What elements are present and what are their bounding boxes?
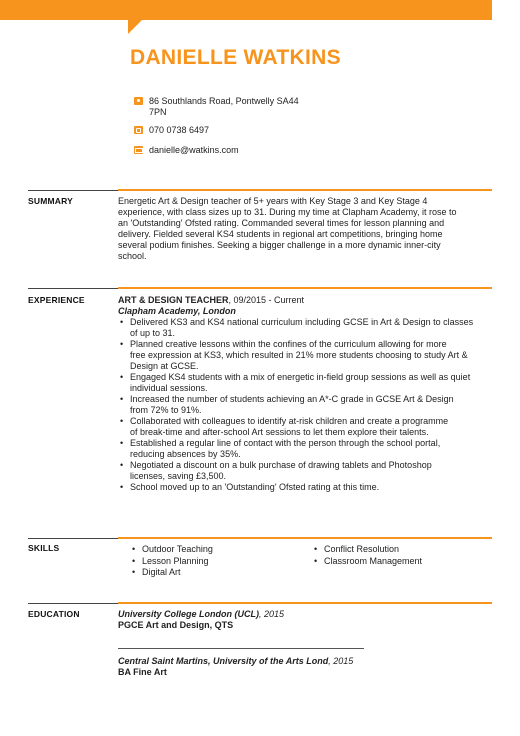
contact-address: [134, 96, 354, 120]
bullet-line: • Engaged KS4 students with a mix of energetic in-field group sessions as well as quiet: [130, 372, 471, 382]
education-separator: [118, 648, 364, 649]
bullet-line: individual sessions.: [130, 383, 208, 393]
education-divider-left: [28, 603, 118, 604]
header-accent-notch: [128, 20, 142, 34]
bullet-line: Design at GCSE.: [130, 361, 199, 371]
education-heading: EDUCATION: [28, 609, 80, 619]
list-item: [118, 460, 492, 482]
bullet-line: from 72% to 91%.: [130, 405, 202, 415]
education-entry: [118, 609, 492, 631]
email-icon: [134, 146, 143, 154]
degree: BA Fine Art: [118, 667, 167, 677]
employer: Clapham Academy, London: [118, 306, 236, 316]
email-address: danielle@watkins.com: [149, 145, 239, 155]
summary-line: several podium finishes. Seeking a bigger challenge in a more dynamic inner-city: [118, 240, 441, 250]
summary-heading: SUMMARY: [28, 196, 73, 206]
graduation-year: , 2015: [259, 609, 285, 619]
education-divider-accent: [118, 602, 492, 604]
experience-divider-accent: [118, 287, 492, 289]
skills-list-right: [312, 544, 492, 567]
summary-line: Energetic Art & Design teacher of 5+ years with Key Stage 3 and Key Stage 4: [118, 196, 428, 206]
bullet-line: of break-time and after-school Art sessions to let them explore their talents.: [130, 427, 429, 437]
summary-line: experience, with class sizes up to 31. During my time at Clapham Academy, it rose to: [118, 207, 457, 217]
skill-item: • Outdoor Teaching: [130, 544, 310, 556]
school-name: University College London (UCL): [118, 609, 260, 619]
degree: PGCE Art and Design, QTS: [118, 620, 234, 630]
phone-icon: [134, 126, 143, 134]
skills-list-left: [130, 544, 310, 579]
bullet-line: free expression at KS3, which resulted in 21% more students choosing to study Art &: [130, 350, 468, 360]
bullet-line: • Established a regular line of contact with the person through the school portal,: [130, 438, 441, 448]
graduation-year: , 2015: [328, 656, 354, 666]
job-heading: [118, 295, 492, 306]
experience-entry: [118, 295, 492, 493]
summary-text: [118, 196, 492, 262]
candidate-name: DANIELLE WATKINS: [130, 46, 341, 69]
bullet-line: licenses, saving £3,500.: [130, 471, 227, 481]
location-icon: [134, 97, 143, 105]
skills-divider-left: [28, 538, 118, 539]
job-title: ART & DESIGN TEACHER: [118, 295, 229, 305]
list-item: [118, 438, 492, 460]
job-bullet-list: [118, 317, 492, 493]
summary-line: school.: [118, 251, 147, 261]
bullet-line: • School moved up to an 'Outstanding' Ofsted rating at this time.: [130, 482, 380, 492]
list-item: [118, 394, 492, 416]
bullet-line: • Increased the number of students achieving an A*-C grade in GCSE Art & Design: [130, 394, 454, 404]
list-item: [118, 372, 492, 394]
education-entry: [118, 656, 492, 678]
education-school-line: [118, 656, 492, 667]
experience-heading: EXPERIENCE: [28, 295, 85, 305]
summary-divider-left: [28, 190, 118, 191]
list-item: [118, 416, 492, 438]
bullet-line: reducing absences by 35%.: [130, 449, 241, 459]
address-line-2: 7PN: [149, 107, 167, 117]
contact-phone: [134, 125, 354, 137]
school-name: Central Saint Martins, University of the Arts Lond: [118, 656, 329, 666]
skills-heading: SKILLS: [28, 543, 60, 553]
skill-item: • Classroom Management: [312, 556, 492, 568]
summary-line: an 'Outstanding' Ofsted rating. Commanded several times for lesson planning and: [118, 218, 445, 228]
education-school-line: [118, 609, 492, 620]
contact-email: [134, 145, 354, 157]
header-accent-bar: [0, 0, 492, 20]
bullet-line: of up to 31.: [130, 328, 176, 338]
list-item: [118, 482, 492, 493]
bullet-line: • Negotiated a discount on a bulk purchase of drawing tablets and Photoshop: [130, 460, 432, 470]
experience-divider-left: [28, 288, 118, 289]
skill-item: • Lesson Planning: [130, 556, 310, 568]
list-item: [118, 339, 492, 372]
phone-number: 070 0738 6497: [149, 125, 210, 135]
bullet-line: • Planned creative lessons within the confines of the curriculum allowing for more: [130, 339, 447, 349]
address-line-1: 86 Southlands Road, Pontwelly SA44: [149, 96, 299, 106]
skill-item: • Conflict Resolution: [312, 544, 492, 556]
summary-divider-accent: [118, 189, 492, 191]
summary-line: delivery. Fielded several KS4 students in regional art competitions, bringing home: [118, 229, 443, 239]
job-dates: , 09/2015 - Current: [228, 295, 305, 305]
skill-item: • Digital Art: [130, 567, 310, 579]
bullet-line: • Collaborated with colleagues to identify at-risk children and create a programme: [130, 416, 449, 426]
skills-divider-accent: [118, 537, 492, 539]
bullet-line: • Delivered KS3 and KS4 national curriculum including GCSE in Art & Design to classes: [130, 317, 474, 327]
list-item: [118, 317, 492, 339]
